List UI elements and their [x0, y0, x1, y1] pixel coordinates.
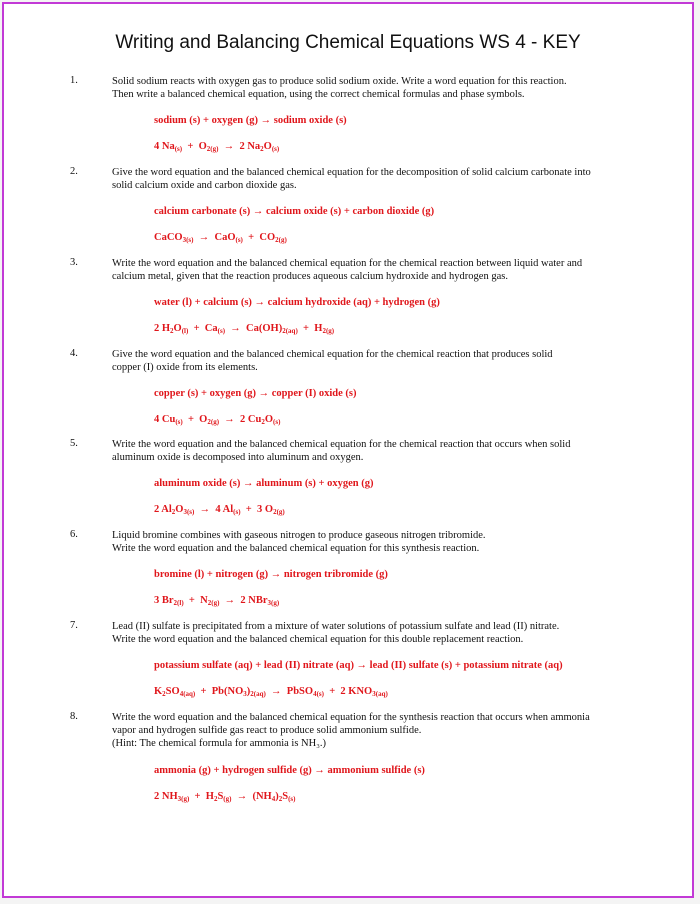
chemical-equation	[154, 686, 388, 697]
word-equation: ammonia (g) + hydrogen sulfide (g) → ammonium sulfide (s)	[154, 765, 425, 776]
question-line: Give the word equation and the balanced chemical equation for the decomposition of solid calcium carbonate into	[112, 167, 591, 178]
formula-text: )	[275, 791, 279, 802]
question-number: 3.	[70, 257, 78, 268]
question-text	[112, 348, 632, 374]
chemical-equation	[154, 232, 287, 243]
subscript: 2	[213, 795, 218, 803]
formula-text: K	[154, 686, 163, 697]
formula-text: → 2 Na	[218, 141, 261, 152]
subscript: 2(g)	[273, 508, 285, 516]
formula-text: → CaO	[193, 232, 236, 243]
subscript: 4	[271, 795, 276, 803]
question-line: Write the word equation and the balanced chemical equation for the chemical reaction between liquid water and	[112, 258, 583, 269]
subscript: (l)	[181, 327, 189, 335]
formula-text: + O	[182, 414, 208, 425]
subscript: 2	[162, 690, 166, 698]
word-equation: copper (s) + oxygen (g) → copper (I) oxide (s)	[154, 388, 357, 399]
subscript: 4(aq)	[179, 690, 196, 698]
formula-text: → 4 Al	[194, 504, 234, 515]
formula-text: )	[246, 686, 251, 697]
question-number: 8.	[70, 711, 78, 722]
question-text	[112, 620, 632, 646]
chemical-equation	[154, 323, 334, 334]
chemical-equation	[154, 141, 279, 152]
subscript: (s)	[271, 145, 280, 153]
word-equation: sodium (s) + oxygen (g) → sodium oxide (s)	[154, 115, 347, 126]
question-line: Liquid bromine combines with gaseous nitrogen to produce gaseous nitrogen tribromide.	[112, 530, 486, 541]
formula-text: → PbSO	[265, 686, 314, 697]
question-text	[112, 529, 632, 555]
subscript: (s)	[273, 418, 281, 426]
formula-text: O	[263, 141, 272, 152]
chemical-equation	[154, 595, 279, 606]
question-line: calcium metal, given that the reaction produces aqueous calcium hydroxide and hydrogen gas.	[112, 271, 508, 282]
formula-text: + Pb(NO	[195, 686, 244, 697]
chemical-equation	[154, 414, 280, 425]
formula-text: O	[173, 323, 182, 334]
question-line: Write the word equation and the balanced chemical equation for the chemical reaction that occurs when solid	[112, 439, 571, 450]
question-line: Write the word equation and the balanced chemical equation for this double replacement reaction.	[112, 634, 524, 645]
question-text	[112, 438, 632, 464]
formula-text: + Ca	[188, 323, 218, 334]
question-text	[112, 75, 632, 101]
subscript: (g)	[223, 795, 232, 803]
subscript: 4(s)	[313, 690, 324, 698]
formula-text: → 2 NBr	[219, 595, 268, 606]
question-line: Write the word equation and the balanced chemical equation for the synthesis reaction that occurs when ammonia	[112, 712, 590, 723]
page-title: Writing and Balancing Chemical Equations WS 4 - KEY	[115, 32, 581, 53]
formula-text: S	[282, 791, 289, 802]
question-number: 1.	[70, 75, 78, 86]
formula-text: → (NH	[231, 791, 272, 802]
subscript: 3(aq)	[372, 690, 388, 698]
question-line: vapor and hydrogen sulfide gas react to produce solid ammonium sulfide.	[112, 725, 422, 736]
subscript: 3(g)	[267, 599, 280, 607]
formula-text: + 3 O	[240, 504, 274, 515]
question-line: Give the word equation and the balanced chemical equation for the chemical reaction that produces solid	[112, 349, 553, 360]
subscript: (s)	[175, 418, 183, 426]
word-equation: calcium carbonate (s) → calcium oxide (s) + carbon dioxide (g)	[154, 206, 435, 217]
subscript: 2(g)	[322, 327, 335, 335]
question-text	[112, 166, 632, 192]
formula-text: → 2 Cu	[219, 414, 262, 425]
subscript: (s)	[235, 236, 243, 244]
subscript: (s)	[174, 145, 183, 153]
formula-text: 4 Na	[154, 141, 175, 152]
subscript: 3(s)	[182, 236, 194, 244]
question-line: solid calcium oxide and carbon dioxide gas.	[112, 180, 297, 191]
question-text	[112, 711, 632, 750]
subscript: 2	[171, 508, 176, 516]
subscript: 2	[278, 795, 283, 803]
subscript: (s)	[217, 327, 226, 335]
question-line: copper (I) oxide from its elements.	[112, 362, 258, 373]
word-equation: water (l) + calcium (s) → calcium hydroxide (aq) + hydrogen (g)	[154, 297, 440, 308]
subscript: 2(g)	[275, 236, 287, 244]
subscript: 2	[260, 145, 264, 153]
subscript: (s)	[288, 795, 296, 803]
subscript: 2(g)	[207, 599, 220, 607]
formula-text: 3 Br	[154, 595, 174, 606]
question-line: aluminum oxide is decomposed into aluminum and oxygen.	[112, 452, 364, 463]
word-equation: potassium sulfate (aq) + lead (II) nitrate (aq) → lead (II) sulfate (s) + potassium nitrate (aq)	[154, 660, 563, 671]
subscript: 2(g)	[207, 418, 220, 426]
question-text	[112, 257, 632, 283]
word-equation: bromine (l) + nitrogen (g) → nitrogen tribromide (g)	[154, 569, 388, 580]
formula-text: 4 Cu	[154, 414, 176, 425]
question-line: Solid sodium reacts with oxygen gas to produce solid sodium oxide. Write a word equation for this reaction.	[112, 76, 567, 87]
question-number: 4.	[70, 348, 78, 359]
chemical-equation	[154, 504, 285, 515]
formula-text: O	[175, 504, 184, 515]
formula-text: + H	[297, 323, 323, 334]
subscript: 2(aq)	[250, 690, 266, 698]
word-equation: aluminum oxide (s) → aluminum (s) + oxygen (g)	[154, 478, 374, 489]
formula-text: + O	[182, 141, 207, 152]
formula-text: + N	[183, 595, 208, 606]
question-line: Lead (II) sulfate is precipitated from a mixture of water solutions of potassium sulfate and lead (II) nitrate.	[112, 621, 560, 632]
subscript: 3(s)	[183, 508, 195, 516]
subscript: 3	[243, 690, 247, 698]
formula-text: + CO	[242, 232, 276, 243]
subscript: 2	[261, 418, 265, 426]
subscript: 2	[170, 327, 174, 335]
worksheet-page	[2, 2, 694, 898]
question-number: 6.	[70, 529, 78, 540]
question-number: 2.	[70, 166, 78, 177]
subscript: 2(g)	[206, 145, 219, 153]
subscript: (s)	[233, 508, 241, 516]
formula-text: 2 H	[154, 323, 171, 334]
subscript: 3(g)	[177, 795, 190, 803]
subscript: 2(aq)	[282, 327, 298, 335]
formula-text: SO	[165, 686, 180, 697]
question-line: Write the word equation and the balanced chemical equation for this synthesis reaction.	[112, 543, 480, 554]
subscript: 2(l)	[173, 599, 184, 607]
formula-text: 2 NH	[154, 791, 178, 802]
formula-text: S	[217, 791, 224, 802]
chemical-equation	[154, 791, 295, 802]
question-line: (Hint: The chemical formula for ammonia is NH₃.)	[112, 738, 326, 749]
formula-text: + 2 KNO	[323, 686, 373, 697]
formula-text: O	[264, 414, 274, 425]
formula-text: + H	[189, 791, 214, 802]
formula-text: 2 Al	[154, 504, 172, 515]
question-number: 7.	[70, 620, 78, 631]
question-line: Then write a balanced chemical equation, using the correct chemical formulas and phase symbols.	[112, 89, 525, 100]
question-number: 5.	[70, 438, 78, 449]
formula-text: → Ca(OH)	[225, 323, 283, 334]
formula-text: CaCO	[154, 232, 183, 243]
